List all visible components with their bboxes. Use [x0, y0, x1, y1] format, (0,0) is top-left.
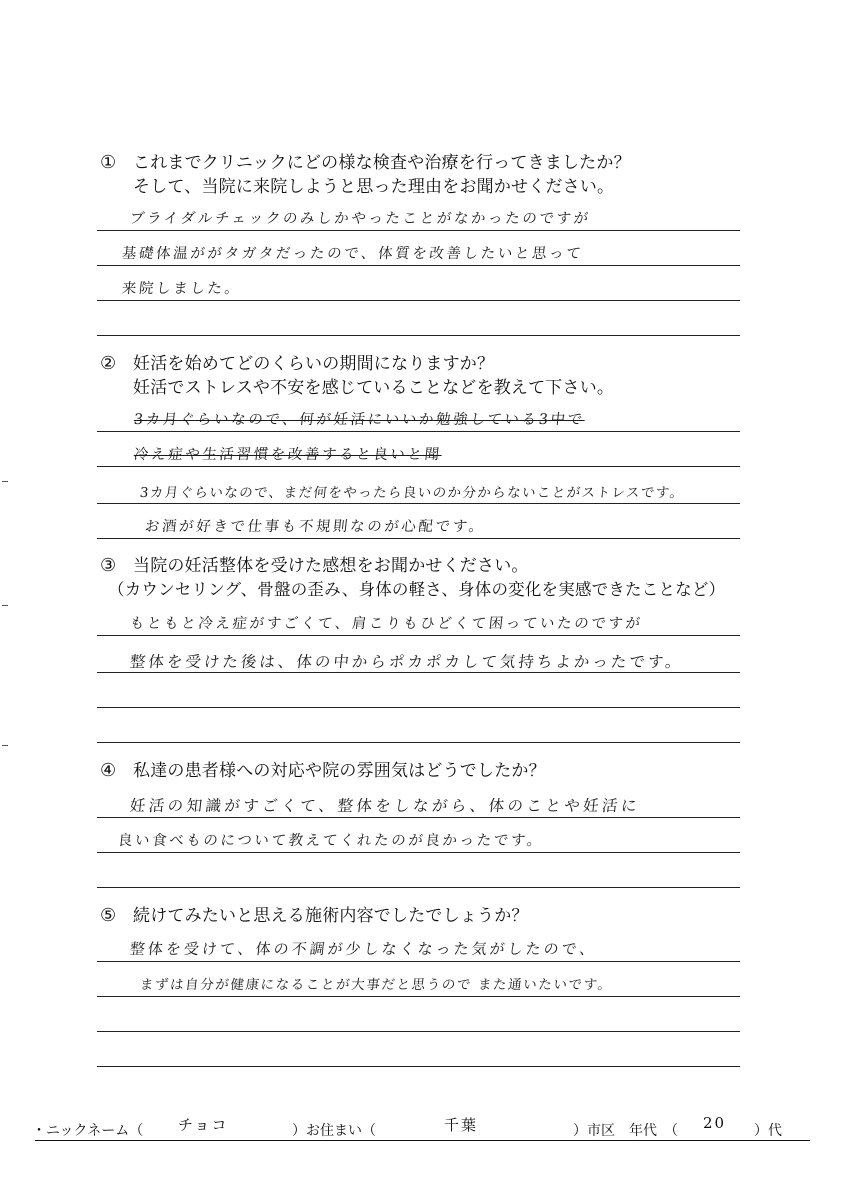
struck-answer: 冷え症や生活習慣を改善すると良いと聞: [133, 447, 443, 463]
question-text: 続けてみたいと思える施術内容でしたでしょうか？: [133, 906, 529, 926]
margin-mark: [2, 745, 8, 746]
answer-line: [97, 1031, 740, 1032]
question-number: ⑤: [100, 905, 117, 926]
question-number: ①: [100, 152, 117, 173]
handwritten-answer: お酒が好きで仕事も不規則なのが心配です。: [144, 519, 487, 535]
question-number: ③: [100, 555, 117, 576]
footer-underline: [35, 1140, 810, 1141]
residence-value: 千葉: [444, 1116, 479, 1134]
answer-line: [97, 503, 740, 504]
handwritten-answer: もともと冷え症がすごくて、肩こりもひどくて困っていたのですが: [129, 616, 644, 632]
answer-line: [97, 1066, 740, 1067]
handwritten-answer: 3カ月ぐらいなので、まだ何をやったら良いのか分からないことがストレスです。: [138, 485, 686, 501]
nickname-label: ・ニックネーム（: [32, 1123, 144, 1139]
answer-line: [97, 961, 740, 962]
handwritten-answer: まずは自分が健康になることが大事だと思うので また通いたいです。: [138, 977, 614, 993]
age-value: 20: [703, 1114, 727, 1132]
question-number: ②: [100, 353, 117, 374]
answer-line: [97, 265, 740, 266]
answer-line: [97, 852, 740, 853]
answer-line: [97, 635, 740, 636]
handwritten-answer: 整体を受けた後は、体の中からポカポカして気持ちよかったです。: [128, 653, 685, 671]
residence-label: ）お住まい（: [292, 1123, 376, 1139]
margin-mark: [2, 605, 8, 606]
answer-line: [97, 300, 740, 301]
handwritten-answer: 妊活の知識がすごくて、整体をしながら、体のことや妊活に: [128, 797, 641, 815]
handwritten-answer: ブライダルチェックのみしかやったことがなかったのですが: [129, 211, 592, 227]
answer-line: [97, 817, 740, 818]
margin-mark: [2, 481, 8, 482]
answer-line: [97, 887, 740, 888]
handwritten-answer: 来院しました。: [121, 281, 243, 297]
answer-line: [97, 538, 740, 539]
question-text: （カウンセリング、骨盤の歪み、身体の軽さ、身体の変化を実感できたことなど）: [108, 580, 726, 599]
city-age-label: ）市区 年代 （: [573, 1123, 678, 1139]
answer-line: [97, 431, 740, 432]
answer-line: [97, 707, 740, 708]
question-text: そして、当院に来院しようと思った理由をお聞かせください。: [133, 177, 615, 197]
respondent-info: [0, 1100, 846, 1160]
question-text: これまでクリニックにどの様な検査や治療を行ってきましたか？: [133, 153, 631, 173]
question-text: 当院の妊活整体を受けた感想をお聞かせください。: [133, 556, 529, 576]
answer-line: [97, 996, 740, 997]
age-suffix: ）代: [754, 1123, 782, 1139]
question-text: 妊活を始めてどのくらいの期間になりますか？: [133, 354, 495, 374]
question-text: 妊活でストレスや不安を感じていることなどを教えて下さい。: [133, 378, 615, 398]
question-number: ④: [100, 760, 117, 781]
handwritten-answer: 基礎体温ががタガタだったので、体質を改善したいと思って: [121, 246, 585, 262]
answer-line: [97, 466, 740, 467]
handwritten-answer: 整体を受けて、体の不調が少しなくなった気がしたので、: [129, 940, 599, 958]
handwritten-answer: 良い食べものについて教えてくれたのが良かったです。: [117, 833, 545, 849]
answer-line: [97, 672, 740, 673]
answer-line: [97, 335, 740, 336]
question-text: 私達の患者様への対応や院の雰囲気はどうでしたか？: [133, 761, 546, 781]
answer-line: [97, 230, 740, 231]
answer-line: [97, 742, 740, 743]
nickname-value: チョコ: [178, 1116, 229, 1134]
struck-answer: 3カ月ぐらいなので、何が妊活にいいか勉強している3中で: [133, 412, 586, 428]
